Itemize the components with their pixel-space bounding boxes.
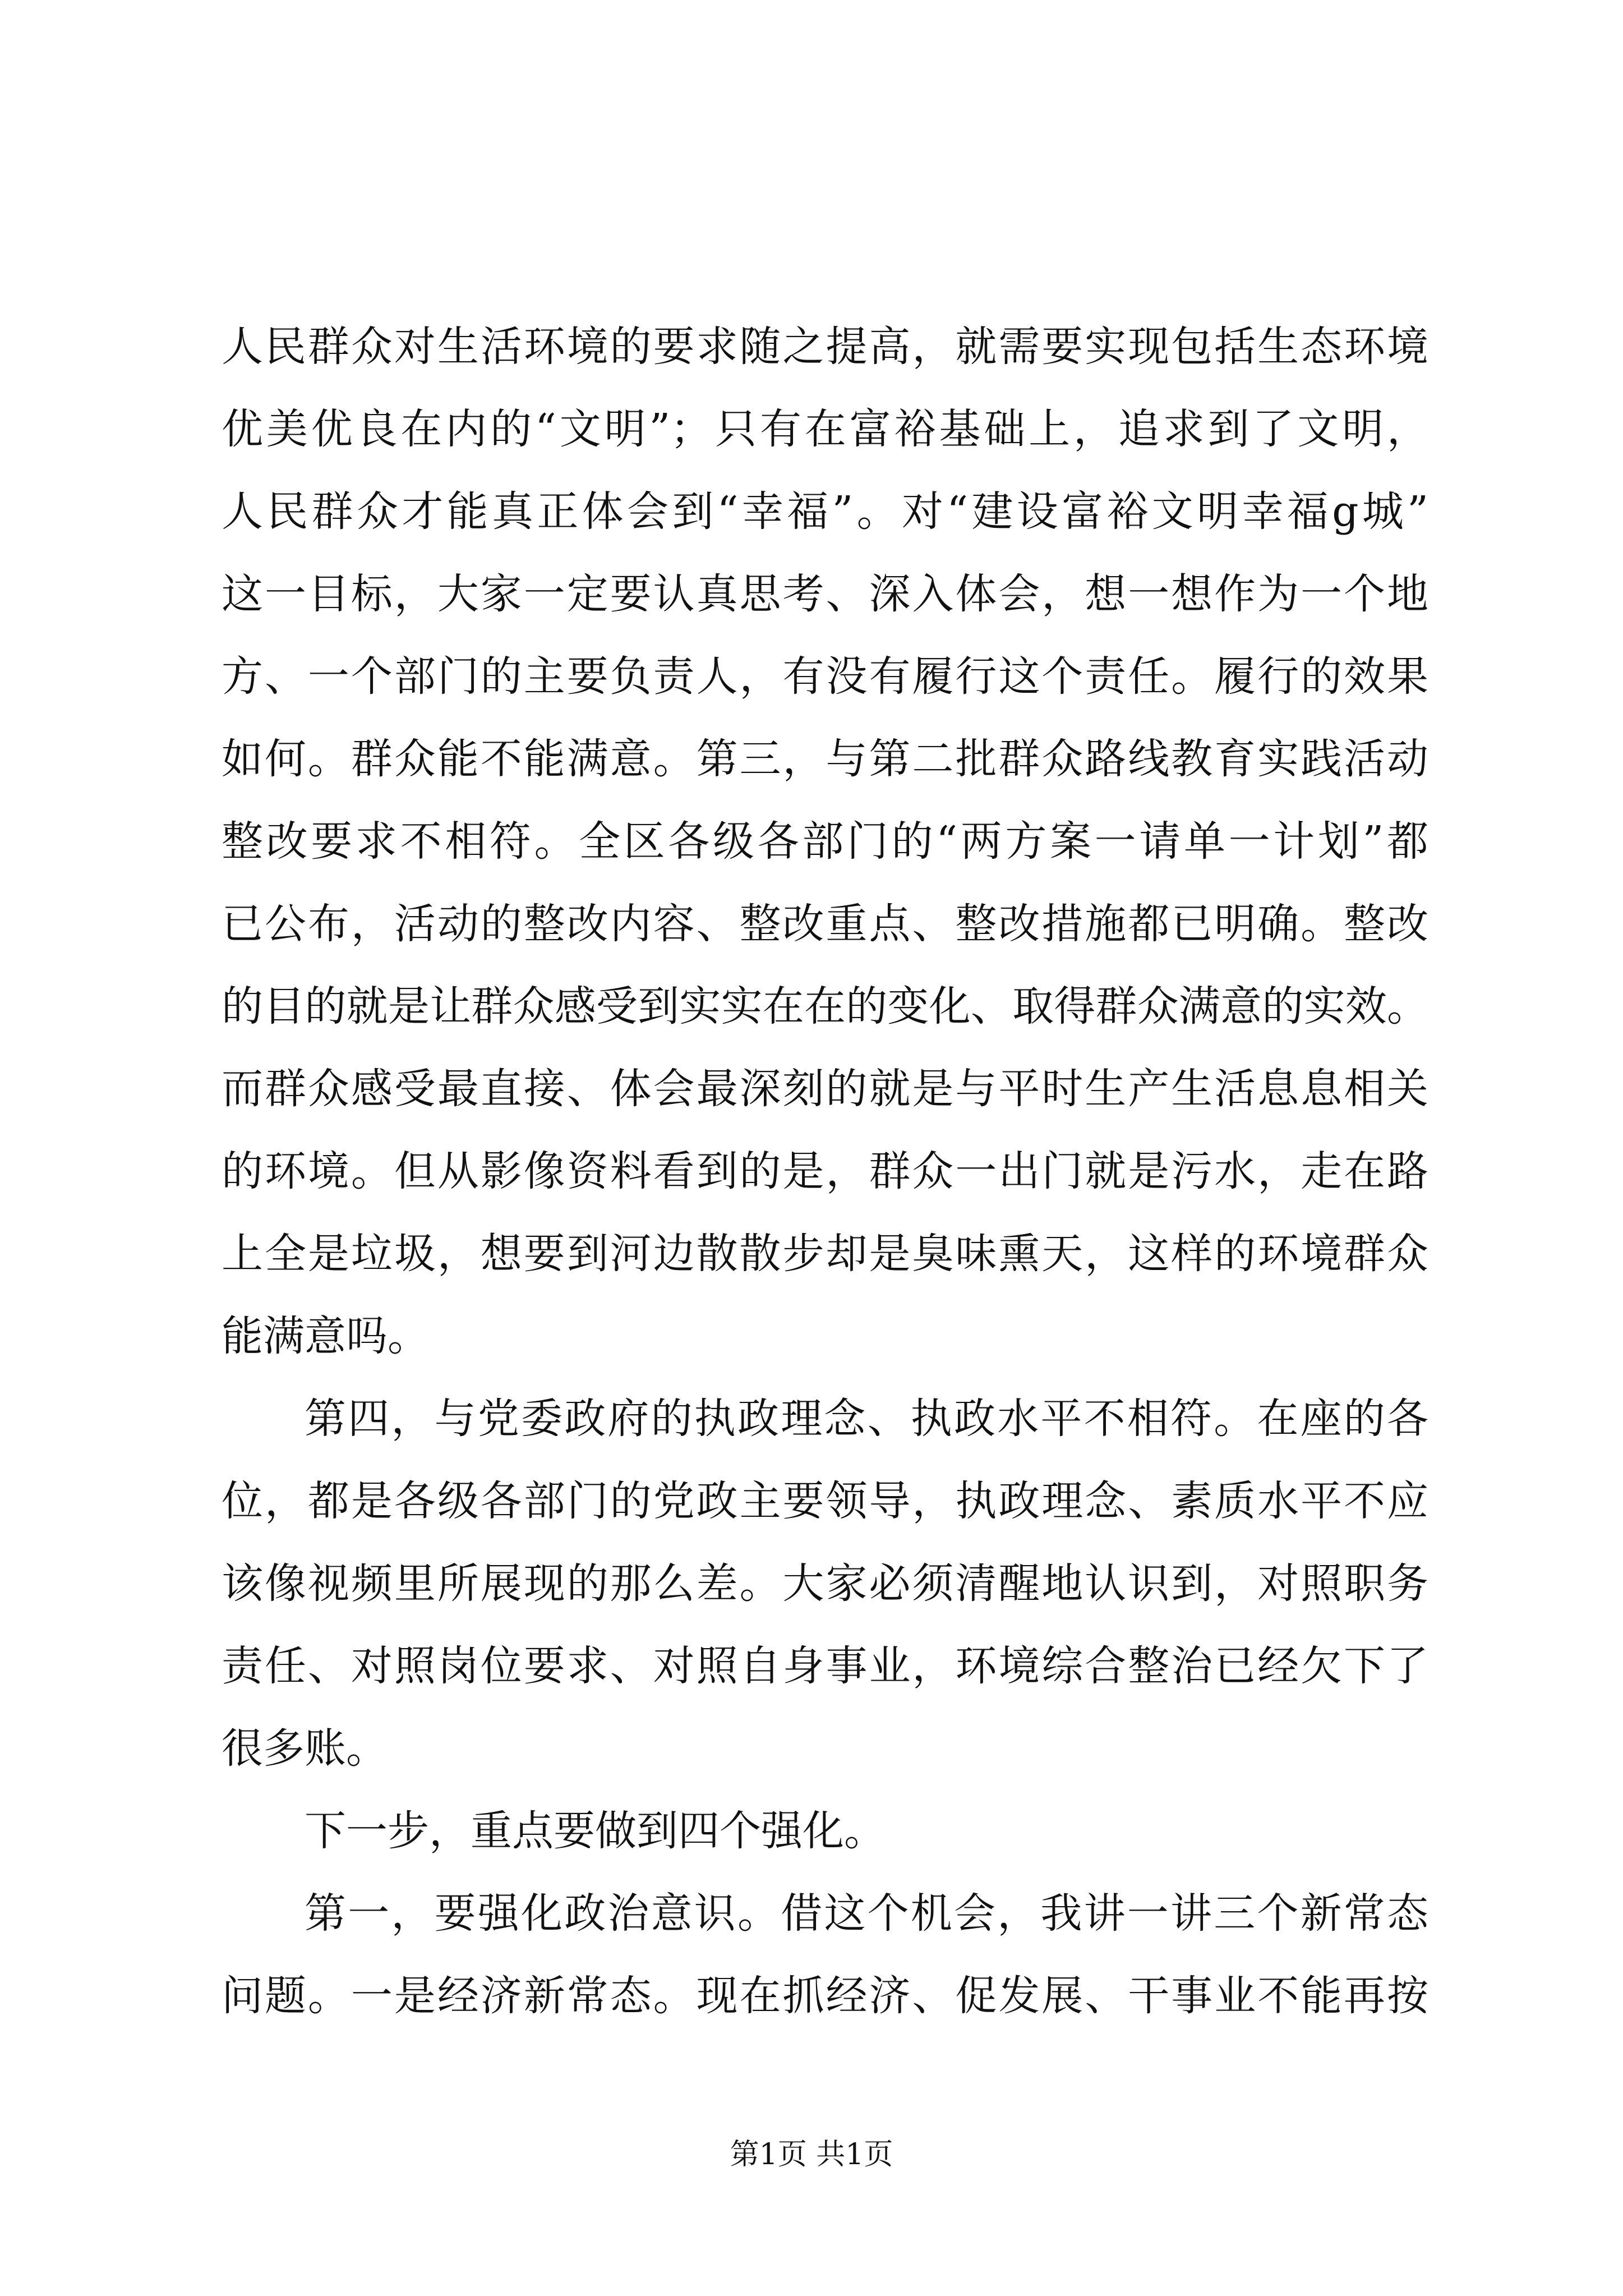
text-line: 这一目标，大家一定要认真思考、深入体会，想一想作为一个地 <box>222 570 1428 618</box>
text-line: 位，都是各级各部门的党政主要领导，执政理念、素质水平不应 <box>222 1477 1428 1525</box>
text-line: 的环境。但从影像资料看到的是，群众一出门就是污水，走在路 <box>222 1147 1428 1195</box>
text-line: 上全是垃圾，想要到河边散散步却是臭味熏天，这样的环境群众 <box>222 1230 1428 1278</box>
text-line: 很多账。 <box>222 1724 388 1773</box>
page-number-label: 第1页 共1页 <box>730 2138 893 2171</box>
text-line: 整改要求不相符。全区各级各部门的“两方案一请单一计划”都 <box>222 817 1428 866</box>
text-line: 第四，与党委政府的执政理念、执政水平不相符。在座的各 <box>305 1395 1428 1443</box>
text-line: 下一步，重点要做到四个强化。 <box>305 1807 886 1855</box>
paragraph <box>222 1872 1428 2037</box>
page-footer <box>0 2138 1623 2171</box>
text-line: 方、一个部门的主要负责人，有没有履行这个责任。履行的效果 <box>222 652 1428 701</box>
text-line: 的目的就是让群众感受到实实在在的变化、取得群众满意的实效。 <box>222 982 1428 1030</box>
text-line: 优美优良在内的“文明”；只有在富裕基础上，追求到了文明， <box>222 405 1428 453</box>
text-line: 第一，要强化政治意识。借这个机会，我讲一讲三个新常态 <box>305 1889 1428 1938</box>
text-line: 能满意吗。 <box>222 1312 429 1360</box>
text-line: 如何。群众能不能满意。第三，与第二批群众路线教育实践活动 <box>222 735 1428 783</box>
text-line: 已公布，活动的整改内容、整改重点、整改措施都已明确。整改 <box>222 900 1428 948</box>
paragraph <box>222 1378 1428 1790</box>
paragraph <box>222 306 1428 1378</box>
text-line: 人民群众对生活环境的要求随之提高，就需要实现包括生态环境 <box>222 323 1428 371</box>
text-line: 人民群众才能真正体会到“幸福”。对“建设富裕文明幸福g城” <box>222 487 1428 536</box>
text-line: 责任、对照岗位要求、对照自身事业，环境综合整治已经欠下了 <box>222 1642 1428 1690</box>
text-line: 问题。一是经济新常态。现在抓经济、促发展、干事业不能再按 <box>222 1972 1428 2020</box>
text-line: 而群众感受最直接、体会最深刻的就是与平时生产生活息息相关 <box>222 1065 1428 1113</box>
paragraph <box>222 1790 1428 1872</box>
text-line: 该像视频里所展现的那么差。大家必须清醒地认识到，对照职务 <box>222 1559 1428 1608</box>
document-body <box>222 306 1428 2037</box>
